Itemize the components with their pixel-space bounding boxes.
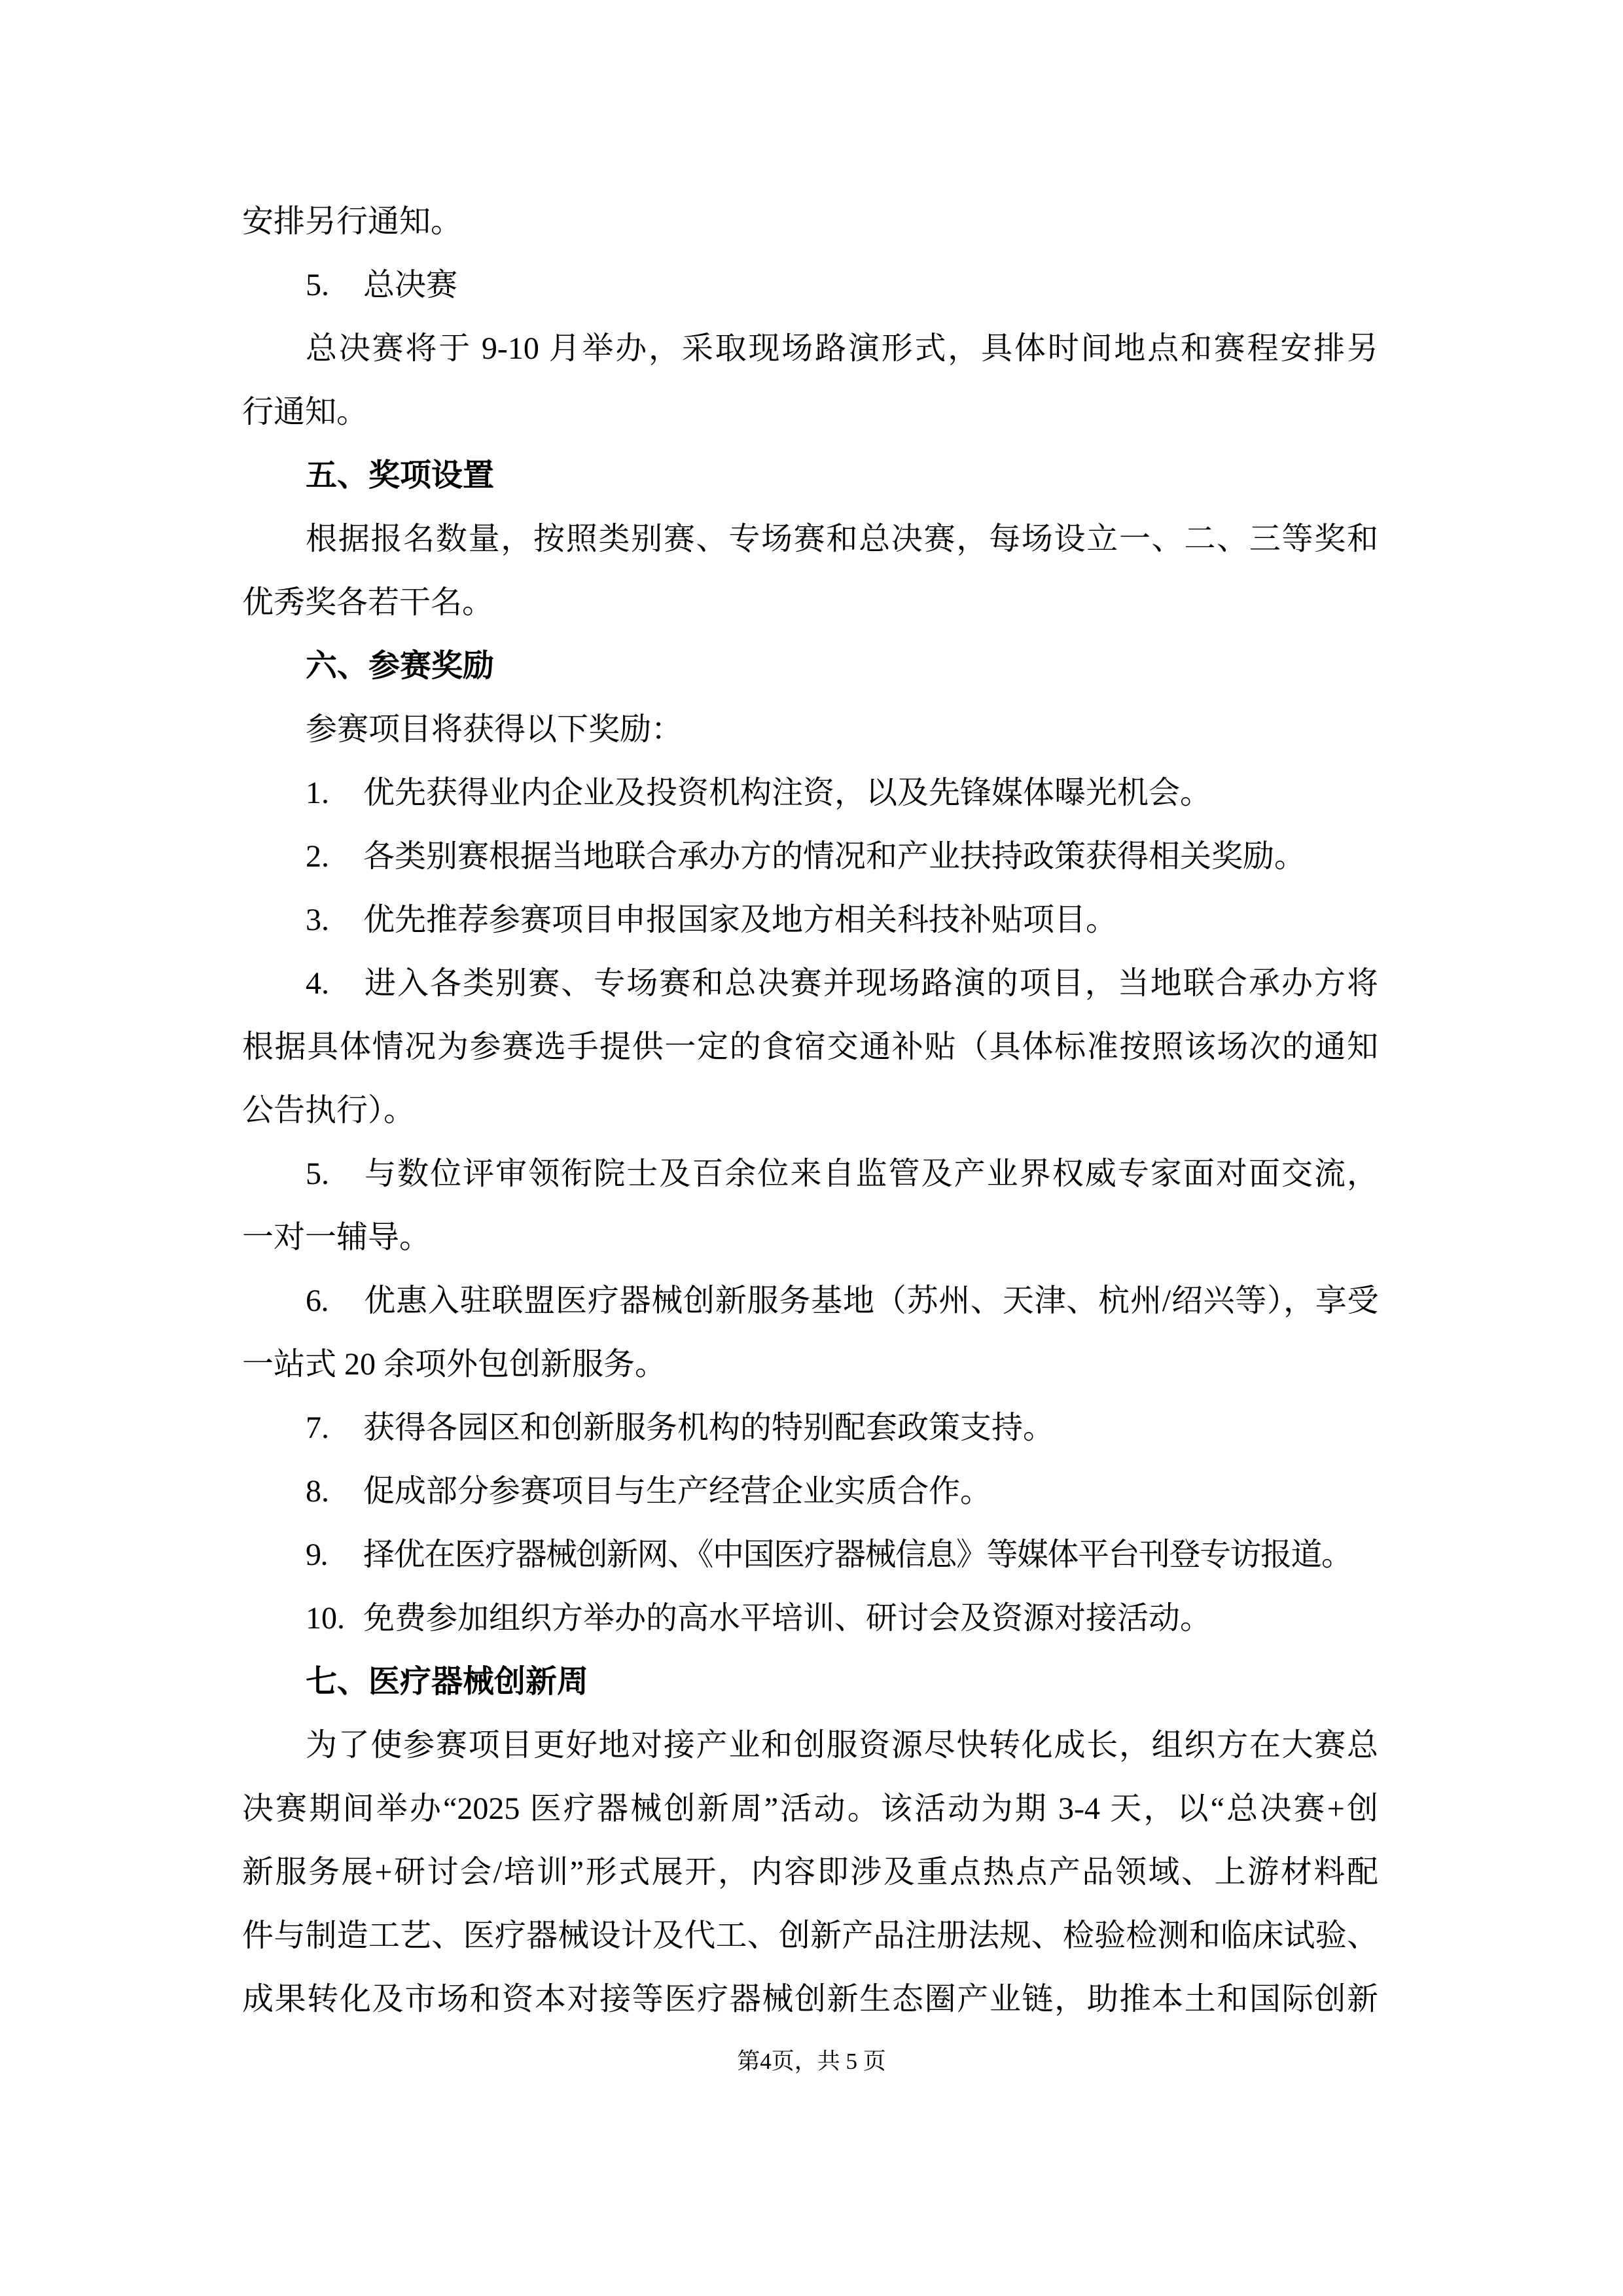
list-text: 进入各类别赛、专场赛和总决赛并现场路演的项目，当地联合承办方将 xyxy=(363,966,1378,1001)
list-text: 总决赛 xyxy=(363,268,458,302)
list-number: 4. xyxy=(306,966,329,1001)
list-number: 5. xyxy=(306,268,329,302)
list-number: 7. xyxy=(306,1410,329,1445)
reward-item-3 xyxy=(242,888,1378,952)
para-line: 一对一辅导。 xyxy=(242,1220,431,1255)
list-text: 优先获得业内企业及投资机构注资，以及先锋媒体曝光机会。 xyxy=(363,776,1212,810)
para-line: 公告执行）。 xyxy=(242,1093,416,1128)
reward-item-2 xyxy=(242,825,1378,888)
list-number: 9. xyxy=(306,1537,327,1572)
reward-item-6 xyxy=(242,1269,1378,1333)
list-text: 优先推荐参赛项目申报国家及地方相关科技补贴项目。 xyxy=(363,903,1118,937)
reward-item-9 xyxy=(242,1523,1378,1587)
list-number: 10. xyxy=(306,1601,345,1636)
para-line: 根据具体情况为参赛选手提供一定的食宿交通补贴（具体标准按照该场次的通知 xyxy=(242,1030,1378,1064)
list-text: 优惠入驻联盟医疗器械创新服务基地（苏州、天津、杭州/绍兴等），享受 xyxy=(363,1283,1378,1318)
reward-item-7 xyxy=(242,1396,1378,1460)
list-number: 3. xyxy=(306,903,329,937)
reward-item-5 xyxy=(242,1142,1378,1206)
para-line: 行通知。 xyxy=(242,395,368,429)
reward-item-10 xyxy=(242,1587,1378,1650)
para-line: 新服务展+研讨会/培训”形式展开，内容即涉及重点热点产品领域、上游材料配 xyxy=(242,1855,1378,1890)
list-number: 8. xyxy=(306,1474,329,1509)
list-text: 各类别赛根据当地联合承办方的情况和产业扶持政策获得相关奖励。 xyxy=(363,839,1306,874)
para-line: 成果转化及市场和资本对接等医疗器械创新生态圈产业链，助推本土和国际创新 xyxy=(242,1982,1378,2017)
para-line: 件与制造工艺、医疗器械设计及代工、创新产品注册法规、检验检测和临床试验、 xyxy=(242,1918,1378,1953)
document-body xyxy=(242,190,1378,2031)
para-line: 总决赛将于 9-10 月举办，采取现场路演形式，具体时间地点和赛程安排另 xyxy=(306,331,1378,366)
list-text: 择优在医疗器械创新网、《中国医疗器械信息》等媒体平台刊登专访报道。 xyxy=(363,1537,1352,1572)
list-number: 6. xyxy=(306,1283,329,1318)
para-line: 安排另行通知。 xyxy=(242,204,463,239)
list-number: 5. xyxy=(306,1157,329,1191)
list-text: 促成部分参赛项目与生产经营企业实质合作。 xyxy=(363,1474,992,1509)
list-text: 获得各园区和创新服务机构的特别配套政策支持。 xyxy=(363,1410,1055,1445)
para-line: 参赛项目将获得以下奖励： xyxy=(306,712,683,747)
list-number: 2. xyxy=(306,839,329,874)
heading-section-7-innovation-week: 七、医疗器械创新周 xyxy=(306,1664,589,1699)
reward-item-1 xyxy=(242,761,1378,825)
reward-item-4 xyxy=(242,952,1378,1015)
list-text: 免费参加组织方举办的高水平培训、研讨会及资源对接活动。 xyxy=(363,1601,1212,1636)
para-line: 优秀奖各若干名。 xyxy=(242,585,494,620)
para-line: 一站式 20 余项外包创新服务。 xyxy=(242,1347,667,1382)
para-line: 决赛期间举办“2025 医疗器械创新周”活动。该活动为期 3-4 天，以“总决赛+创 xyxy=(242,1791,1378,1826)
heading-section-5-awards: 五、奖项设置 xyxy=(306,458,495,493)
page-footer: 第4页，共 5 页 xyxy=(737,2049,886,2074)
reward-item-8 xyxy=(242,1460,1378,1523)
para-line: 为了使参赛项目更好地对接产业和创服资源尽快转化成长，组织方在大赛总 xyxy=(306,1728,1378,1763)
heading-section-6-rewards: 六、参赛奖励 xyxy=(306,649,495,683)
para-line: 根据报名数量，按照类别赛、专场赛和总决赛，每场设立一、二、三等奖和 xyxy=(306,522,1378,556)
list-item-5-finals xyxy=(242,253,1378,317)
list-text: 与数位评审领衔院士及百余位来自监管及产业界权威专家面对面交流， xyxy=(363,1157,1378,1191)
list-number: 1. xyxy=(306,776,329,810)
